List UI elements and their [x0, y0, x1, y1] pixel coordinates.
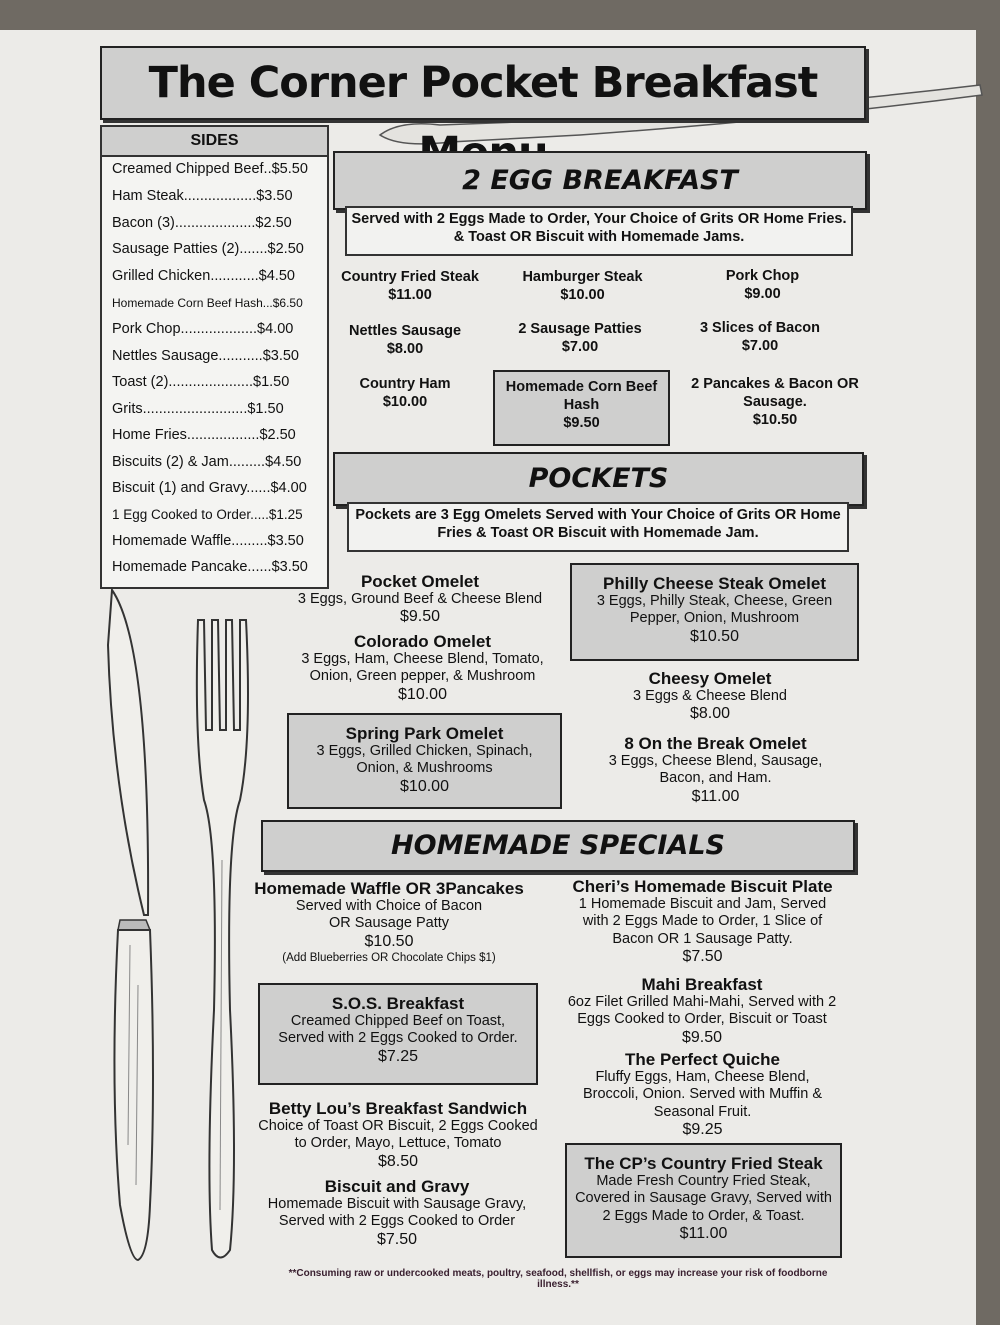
featured-item-box: [565, 1143, 842, 1258]
item-price: $7.00: [561, 339, 599, 355]
food-safety-warning: **Consuming raw or undercooked meats, poultry, seafood, shellfish, or eggs may increase your risk of foodborne illness.**: [288, 1268, 828, 1290]
side-item: Grits..........................$1.50: [112, 401, 284, 417]
item-price: $9.50: [681, 1028, 723, 1046]
item-price: $7.50: [376, 1230, 418, 1248]
side-item: Homemade Pancake......$3.50: [112, 559, 308, 575]
item-price: $9.25: [682, 1121, 723, 1138]
menu-item: [248, 880, 530, 968]
item-price: $7.50: [682, 948, 723, 965]
item-name: Spring Park Omelet: [345, 724, 504, 743]
item-price: $11.00: [679, 1225, 728, 1242]
item-description: Choice of Toast OR Biscuit, 2 Eggs Cooked to Order, Mayo, Lettuce, Tomato: [258, 1117, 538, 1151]
side-item: Biscuits (2) & Jam.........$4.50: [112, 454, 302, 470]
menu-item: [290, 633, 555, 703]
featured-item-box: [258, 983, 538, 1085]
menu-item: [575, 1155, 832, 1243]
featured-item-box: [493, 370, 670, 446]
item-price: $10.50: [690, 627, 739, 645]
menu-item: [575, 1051, 830, 1139]
item-description: 3 Eggs, Ground Beef & Cheese Blend: [297, 590, 543, 607]
item-description: 6oz Filet Grilled Mahi-Mahi, Served with 2 Eggs Cooked to Order, Biscuit or Toast: [567, 993, 837, 1027]
menu-item: [270, 995, 526, 1065]
item-price: $11.00: [388, 287, 432, 303]
page-title: The Corner Pocket Breakfast: [148, 58, 818, 108]
side-item: Nettles Sausage...........$3.50: [112, 348, 299, 364]
sides-heading: SIDES: [102, 127, 327, 157]
item-description: 3 Eggs, Grilled Chicken, Spinach, Onion, & Mushrooms: [316, 742, 533, 776]
item-price: $10.50: [364, 932, 414, 950]
item-price: $11.00: [691, 787, 740, 805]
featured-item-box: [287, 713, 562, 809]
menu-item: [304, 725, 545, 795]
title-banner: [100, 46, 866, 120]
item-price: $7.00: [741, 338, 779, 354]
item-price: $9.00: [744, 286, 781, 302]
egg-breakfast-subtitle: Served with 2 Eggs Made to Order, Your Choice of Grits OR Home Fries. & Toast OR Biscuit with Homemade Jams.: [345, 206, 853, 256]
item-name: Homemade Corn Beef Hash: [505, 379, 658, 413]
menu-item: [262, 1178, 532, 1248]
side-item: Ham Steak..................$3.50: [112, 188, 293, 204]
specials-heading: HOMEMADE SPECIALS: [261, 820, 855, 872]
item-description: 3 Eggs & Cheese Blend: [633, 687, 787, 704]
side-item: Creamed Chipped Beef..$5.50: [112, 161, 308, 177]
item-name: Cheesy Omelet: [648, 669, 772, 688]
item-price: $10.50: [752, 412, 798, 428]
item-name: 2 Sausage Patties: [518, 321, 642, 337]
item-name: Pocket Omelet: [360, 572, 480, 591]
menu-item: [335, 375, 475, 411]
item-description: 3 Eggs, Ham, Cheese Blend, Tomato, Onion, Green pepper, & Mushroom: [301, 650, 544, 684]
item-name: Betty Lou’s Breakfast Sandwich: [268, 1099, 528, 1118]
item-price: $10.00: [400, 777, 449, 795]
item-price: $10.00: [398, 685, 447, 703]
item-name: Country Fried Steak: [341, 269, 479, 285]
menu-item: [582, 575, 847, 645]
item-description: Fluffy Eggs, Ham, Cheese Blend, Broccoli, Onion. Served with Muffin & Seasonal Fruit.: [582, 1068, 823, 1120]
side-item: Biscuit (1) and Gravy......$4.00: [112, 480, 307, 496]
item-name: Nettles Sausage: [348, 323, 462, 339]
menu-item: [285, 573, 555, 626]
pockets-subtitle: Pockets are 3 Egg Omelets Served with Your Choice of Grits OR Home Fries & Toast OR Biscuit with Homemade Jam.: [347, 502, 849, 552]
item-name: The CP’s Country Fried Steak: [584, 1154, 823, 1173]
item-description: Creamed Chipped Beef on Toast, Served with 2 Eggs Cooked to Order.: [278, 1012, 518, 1046]
side-item: 1 Egg Cooked to Order.....$1.25: [112, 507, 303, 522]
menu-item: [685, 267, 840, 303]
side-item: Toast (2).....................$1.50: [112, 374, 290, 390]
side-item: Grilled Chicken............$4.50: [112, 268, 295, 284]
side-item: Homemade Corn Beef Hash...$6.50: [112, 296, 303, 310]
item-name: Cheri’s Homemade Biscuit Plate: [572, 877, 833, 896]
side-item: Pork Chop...................$4.00: [112, 321, 294, 337]
knife-icon: [100, 585, 180, 1265]
side-item: Homemade Waffle.........$3.50: [112, 533, 304, 549]
item-name: S.O.S. Breakfast: [331, 994, 465, 1013]
side-item: Home Fries..................$2.50: [112, 427, 296, 443]
item-name: 8 On the Break Omelet: [624, 734, 807, 753]
side-item: Bacon (3)....................$2.50: [112, 215, 292, 231]
menu-item: [690, 375, 860, 429]
menu-item: [505, 268, 660, 304]
item-name: Philly Cheese Steak Omelet: [603, 574, 826, 593]
menu-item: [558, 976, 846, 1046]
item-description: Made Fresh Country Fried Steak, Covered in Sausage Gravy, Served with 2 Eggs Made to Order, & Toast.: [575, 1172, 832, 1224]
item-price: $8.50: [377, 1152, 419, 1170]
item-name: 3 Slices of Bacon: [699, 320, 821, 336]
item-description: 1 Homemade Biscuit and Jam, Served with 2 Eggs Made to Order, 1 Slice of Bacon OR 1 Sausage Patty.: [578, 895, 827, 947]
menu-item: [560, 878, 845, 966]
item-price: $9.50: [399, 608, 441, 625]
item-price: $10.00: [560, 287, 605, 303]
menu-item: [685, 319, 835, 355]
item-description: 3 Eggs, Philly Steak, Cheese, Green Pepper, Onion, Mushroom: [596, 592, 833, 626]
item-extra-note: (Add Blueberries OR Chocolate Chips $1): [282, 952, 496, 964]
menu-item: [335, 268, 485, 304]
item-name: Hamburger Steak: [522, 269, 643, 285]
item-price: $9.50: [563, 415, 600, 431]
menu-item: [600, 670, 820, 723]
item-name: Biscuit and Gravy: [324, 1177, 470, 1196]
menu-item: [598, 735, 833, 805]
item-price: $7.25: [377, 1047, 419, 1065]
item-price: $8.00: [386, 341, 424, 357]
item-name: The Perfect Quiche: [625, 1050, 780, 1069]
sides-panel: [100, 125, 329, 589]
menu-item: [505, 378, 658, 432]
item-name: Homemade Waffle OR 3Pancakes: [254, 879, 524, 898]
pockets-heading: POCKETS: [333, 452, 864, 506]
item-name: Colorado Omelet: [354, 632, 491, 651]
item-price: $10.00: [382, 394, 428, 410]
item-name: Mahi Breakfast: [641, 975, 763, 994]
item-name: Country Ham: [359, 376, 451, 392]
item-name: Pork Chop: [725, 268, 800, 284]
item-price: $8.00: [689, 705, 731, 722]
menu-item: [505, 320, 655, 356]
menu-item: [335, 322, 475, 358]
side-item: Sausage Patties (2).......$2.50: [112, 241, 304, 257]
item-description: Homemade Biscuit with Sausage Gravy, Served with 2 Eggs Cooked to Order: [267, 1195, 527, 1229]
egg-breakfast-heading: 2 EGG BREAKFAST: [333, 151, 867, 210]
menu-item: [258, 1100, 538, 1170]
item-description: 3 Eggs, Cheese Blend, Sausage, Bacon, and Ham.: [608, 752, 823, 786]
item-name: 2 Pancakes & Bacon OR Sausage.: [691, 376, 859, 410]
featured-item-box: [570, 563, 859, 661]
item-description: Served with Choice of Bacon OR Sausage Patty: [295, 897, 483, 931]
